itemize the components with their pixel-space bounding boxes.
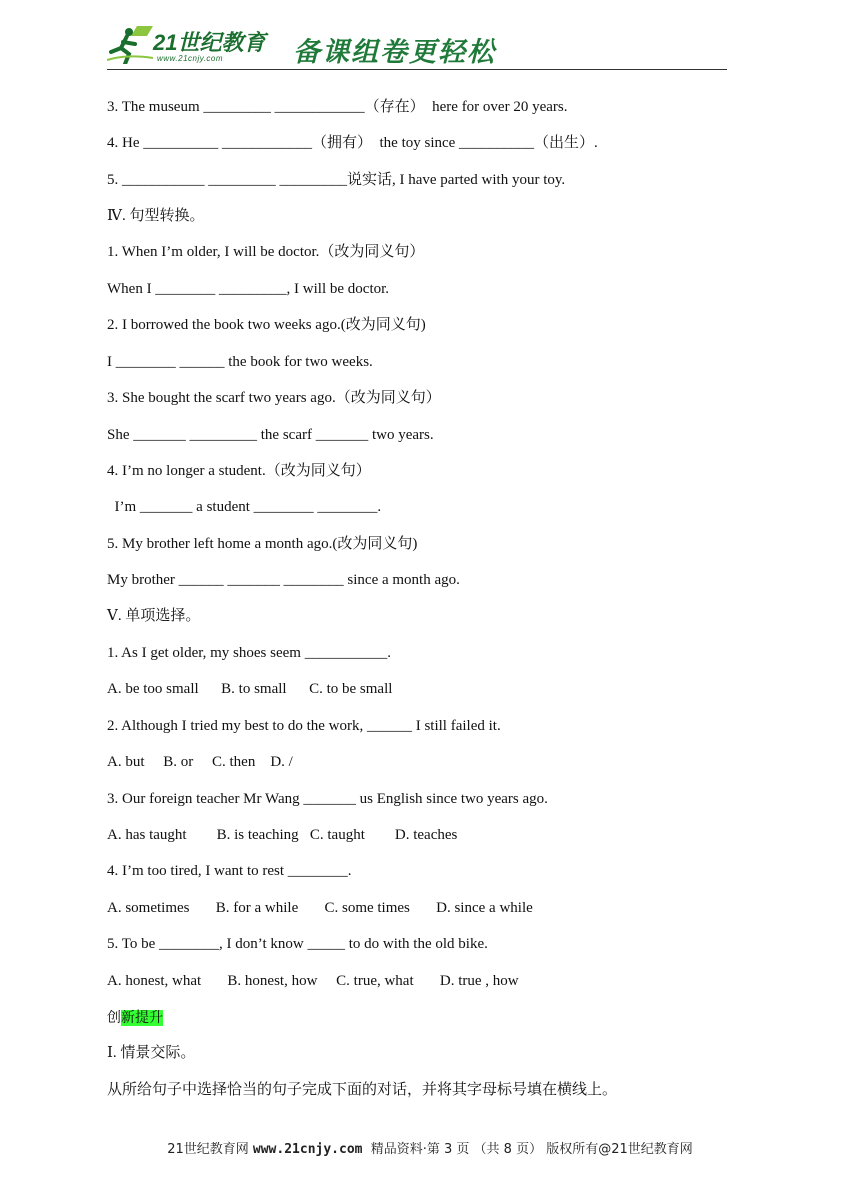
- header-rule: [107, 69, 727, 70]
- footer-site: 21世纪教育网: [167, 1142, 253, 1157]
- exercise-line: 5. To be ________, I don’t know _____ to do with the old bike.: [107, 936, 488, 952]
- options-line: A. but B. or C. then D. /: [107, 754, 293, 770]
- instruction-line: 从所给句子中选择恰当的句子完成下面的对话，并将其字母标号填在横线上。: [107, 1080, 618, 1098]
- highlighted-heading: 新提升: [121, 1010, 163, 1026]
- section-heading: Ⅰ. 情景交际。: [107, 1045, 196, 1061]
- header-slogan: 备课组卷更轻松: [293, 37, 496, 68]
- exercise-line: 3. She bought the scarf two years ago.（改为同义句）: [107, 390, 441, 406]
- options-line: A. sometimes B. for a while C. some times D. since a while: [107, 900, 533, 916]
- footer-url: www.21cnjy.com: [252, 1142, 363, 1157]
- exercise-line: My brother ______ _______ ________ since a month ago.: [107, 572, 460, 588]
- exercise-line: 4. He __________ ____________（拥有） the toy since __________（出生）.: [107, 135, 598, 151]
- options-line: A. honest, what B. honest, how C. true, what D. true , how: [107, 973, 519, 989]
- section-heading: Ⅳ. 句型转换。: [107, 208, 205, 224]
- exercise-line: 2. Although I tried my best to do the work, ______ I still failed it.: [107, 718, 501, 734]
- exercise-line: I ________ ______ the book for two weeks.: [107, 354, 373, 370]
- logo-url: www.21cnjy.com: [157, 54, 223, 63]
- options-line: A. be too small B. to small C. to be small: [107, 681, 393, 697]
- logo-text: 21世纪教育: [153, 30, 266, 55]
- section-heading-innovation: [107, 1007, 163, 1029]
- exercise-line: 3. Our foreign teacher Mr Wang _______ us English since two years ago.: [107, 791, 548, 807]
- exercise-line: She _______ _________ the scarf _______ two years.: [107, 427, 434, 443]
- exercise-line: 4. I’m too tired, I want to rest ________.: [107, 863, 352, 879]
- exercise-line: I’m _______ a student ________ ________.: [107, 499, 382, 515]
- exercise-line: When I ________ _________, I will be doctor.: [107, 281, 390, 297]
- exercise-line: 5. ___________ _________ _________说实话, I have parted with your toy.: [107, 172, 566, 188]
- page-footer: [0, 1138, 860, 1157]
- exercise-line: 1. As I get older, my shoes seem ___________.: [107, 645, 391, 661]
- exercise-line: 4. I’m no longer a student.（改为同义句）: [107, 463, 371, 479]
- options-line: A. has taught B. is teaching C. taught D. teaches: [107, 827, 458, 843]
- exercise-line: 5. My brother left home a month ago.(改为同义句): [107, 536, 418, 552]
- exercise-line: 1. When I’m older, I will be doctor.（改为同义句）: [107, 244, 425, 260]
- footer-page-info: 精品资料·第 3 页 （共 8 页） 版权所有@21世纪教育网: [362, 1142, 693, 1157]
- exercise-line: 2. I borrowed the book two weeks ago.(改为同义句): [107, 317, 426, 333]
- section-heading: Ⅴ. 单项选择。: [107, 608, 201, 624]
- runner-logo-icon: [107, 24, 155, 64]
- exercise-line: 3. The museum _________ ____________（存在） here for over 20 years.: [107, 99, 568, 115]
- heading-char: 创: [107, 1010, 121, 1026]
- page-header: [107, 20, 727, 72]
